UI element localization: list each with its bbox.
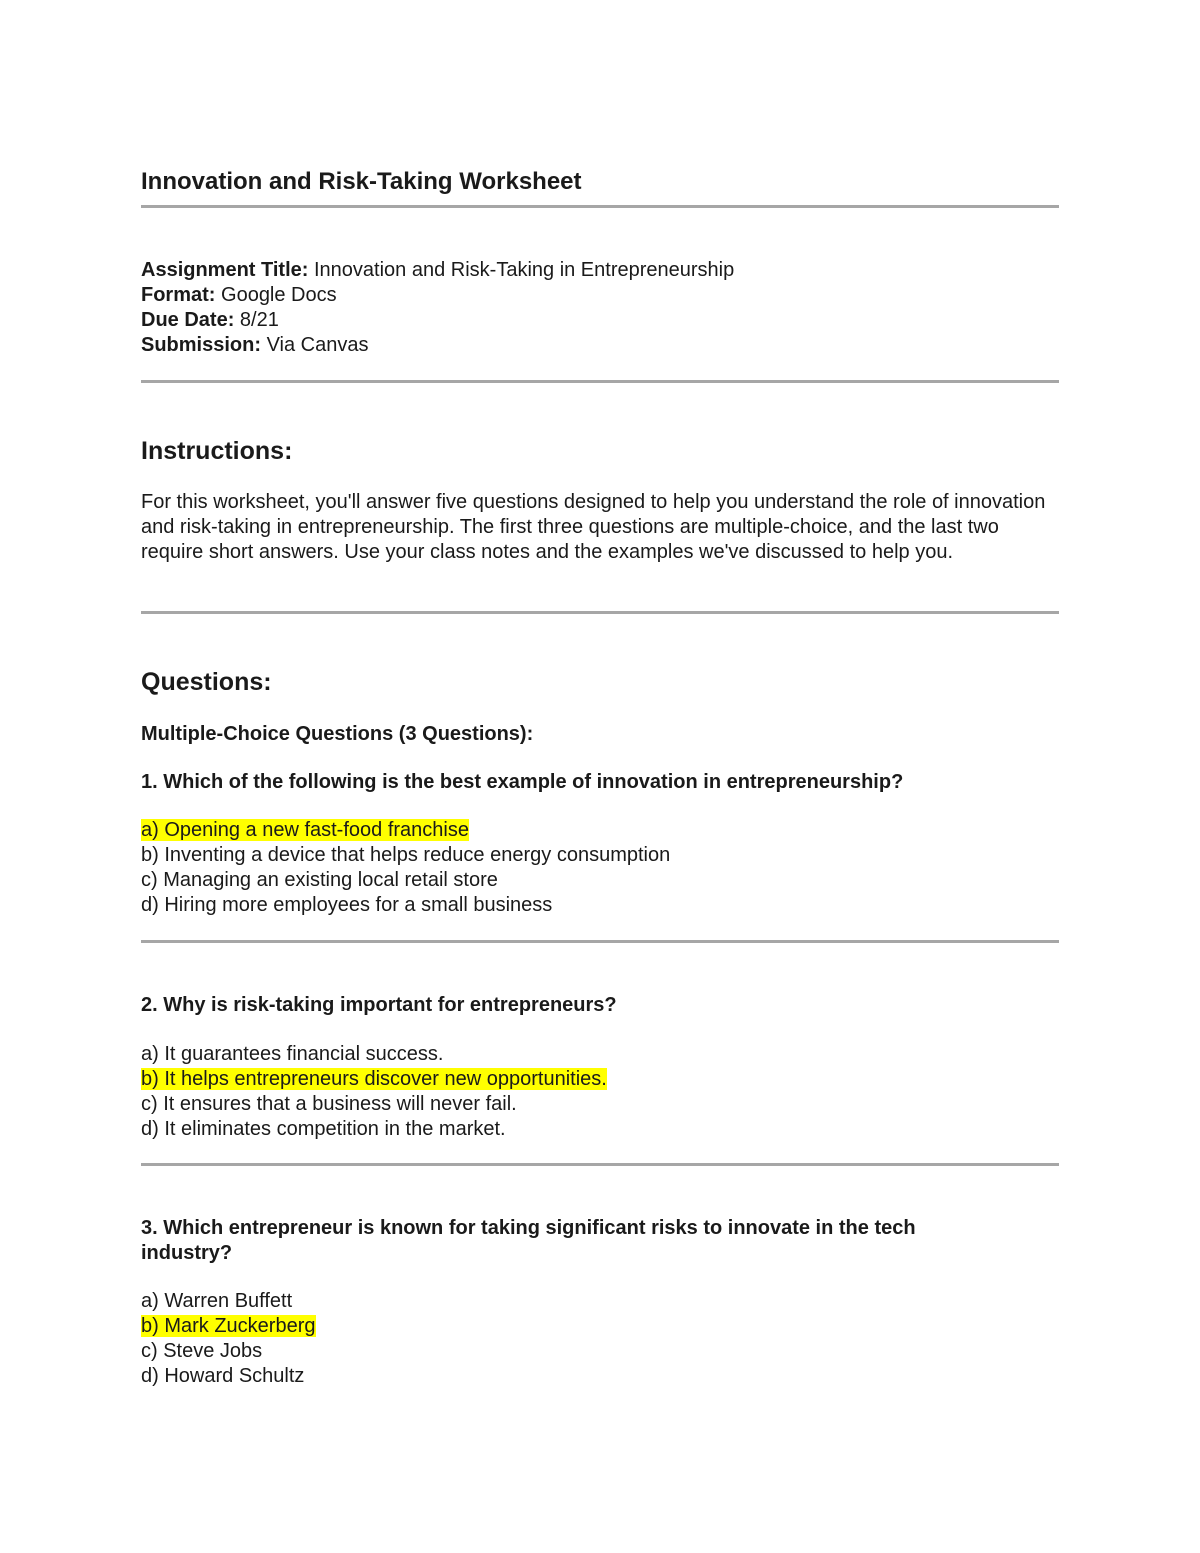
highlighted-answer: b) Mark Zuckerberg [141,1315,316,1337]
meta-submission: Submission: Via Canvas [141,334,369,356]
instructions-heading: Instructions: [141,437,293,465]
divider-rule [141,380,1059,383]
questions-heading: Questions: [141,668,272,696]
option-3a: a) Warren Buffett [141,1290,293,1312]
question-1-prompt: 1. Which of the following is the best example of innovation in entrepreneurship? [141,771,904,793]
option-1a [141,818,670,843]
question-2-options [141,1042,607,1142]
option-3c: c) Steve Jobs [141,1340,263,1362]
question-3-prompt: 3. Which entrepreneur is known for taking significant risks to innovate in the tech industry? [141,1217,916,1264]
assignment-meta [141,258,734,358]
divider-rule [141,940,1059,943]
question-3-options [141,1289,316,1389]
instructions-text: For this worksheet, you'll answer five questions designed to help you understand the role of innovation and risk-taking in entrepreneurship. The first three questions are multiple-choice, and the last two require short answers. Use your class notes and the examples we've discussed to help you. [141,491,1046,563]
option-1b: b) Inventing a device that helps reduce energy consumption [141,844,671,866]
document-title: Innovation and Risk-Taking Worksheet [141,168,582,195]
question-2-prompt: 2. Why is risk-taking important for entrepreneurs? [141,994,617,1016]
option-2a: a) It guarantees financial success. [141,1043,444,1065]
meta-due-date: Due Date: 8/21 [141,309,279,331]
option-1c: c) Managing an existing local retail store [141,869,498,891]
meta-assignment-title: Assignment Title: Innovation and Risk-Taking in Entrepreneurship [141,259,735,281]
meta-format: Format: Google Docs [141,284,337,306]
option-3d: d) Howard Schultz [141,1365,305,1387]
option-2b [141,1067,607,1092]
mc-subheading: Multiple-Choice Questions (3 Questions): [141,723,534,745]
question-1-options [141,818,670,918]
divider-rule [141,611,1059,614]
highlighted-answer: b) It helps entrepreneurs discover new opportunities. [141,1068,607,1090]
divider-rule [141,205,1059,208]
option-3b [141,1314,316,1339]
option-2d: d) It eliminates competition in the market. [141,1118,506,1140]
divider-rule [141,1163,1059,1166]
highlighted-answer: a) Opening a new fast-food franchise [141,819,469,841]
option-1d: d) Hiring more employees for a small business [141,894,553,916]
option-2c: c) It ensures that a business will never fail. [141,1093,517,1115]
